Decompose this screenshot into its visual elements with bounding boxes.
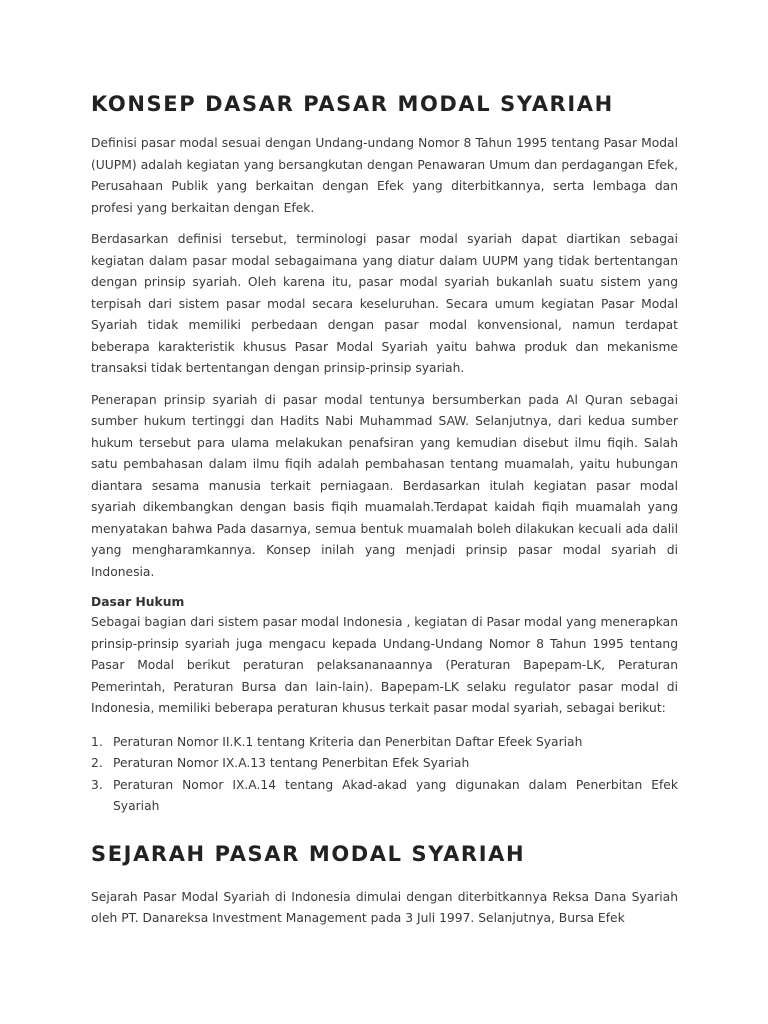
section-title-sejarah: SEJARAH PASAR MODAL SYARIAH [91, 841, 526, 866]
paragraph-terminologi: Berdasarkan definisi tersebut, terminologi pasar modal syariah dapat diartikan sebagai kegiatan dalam pasar modal sebagaimana yang diatur dalam UUPM yang tidak bertentangan dengan prinsip syariah. Oleh karena itu, pasar modal syariah bukanlah suatu sistem yang terpisah dari sistem pasar modal secara keseluruhan. Secara umum kegiatan Pasar Modal Syariah tidak memiliki perbedaan dengan pasar modal konvensional, namun terdapat beberapa karakteristik khusus Pasar Modal Syariah yaitu bahwa produk dan mekanisme transaksi tidak bertentangan dengan prinsip-prinsip syariah. [91, 232, 678, 375]
list-item-number: 2. [91, 756, 103, 770]
section-title-konsep-dasar: KONSEP DASAR PASAR MODAL SYARIAH [91, 92, 614, 116]
list-item-number: 3. [91, 777, 103, 792]
paragraph-penerapan: Penerapan prinsip syariah di pasar modal tentunya bersumberkan pada Al Quran sebagai sumber hukum tertinggi dan Hadits Nabi Muhammad SAW. Selanjutnya, dari kedua sumber hukum tersebut para ulama melakukan penafsiran yang kemudian disebut ilmu fiqih. Salah satu pembahasan dalam ilmu fiqih adalah pembahasan tentang muamalah, yaitu hubungan diantara sesama manusia terkait perniagaan. Berdasarkan itulah kegiatan pasar modal syariah dikembangkan dengan basis fiqih muamalah.Terdapat kaidah fiqih muamalah yang menyatakan bahwa Pada dasarnya, semua bentuk muamalah boleh dilakukan kecuali ada dalil yang mengharamkannya. Konsep inilah yang menjadi prinsip pasar modal syariah di Indonesia. [91, 392, 678, 579]
list-item-text: Peraturan Nomor II.K.1 tentang Kriteria dan Penerbitan Daftar Efeek Syariah [113, 734, 583, 749]
list-item-text: Peraturan Nomor IX.A.14 tentang Akad-akad yang digunakan dalam Penerbitan Efek Syariah [113, 777, 678, 813]
list-item-number: 1. [91, 734, 103, 749]
regulation-list [91, 732, 678, 818]
subheading-dasar-hukum: Dasar Hukum [91, 595, 185, 609]
document-page [91, 88, 678, 940]
list-item [91, 753, 678, 775]
paragraph-definisi: Definisi pasar modal sesuai dengan Undang-undang Nomor 8 Tahun 1995 tentang Pasar Modal (UUPM) adalah kegiatan yang bersangkutan dengan Penawaran Umum dan perdagangan Efek, Perusahaan Publik yang berkaitan dengan Efek yang diterbitkannya, serta lembaga dan profesi yang berkaitan dengan Efek. [91, 136, 678, 215]
list-item [91, 775, 678, 818]
list-item [91, 732, 678, 754]
paragraph-dasar-hukum: Sebagai bagian dari sistem pasar modal Indonesia , kegiatan di Pasar modal yang menerapkan prinsip-prinsip syariah juga mengacu kepada Undang-Undang Nomor 8 Tahun 1995 tentang Pasar Modal berikut peraturan pelaksananaannya (Peraturan Bapepam-LK, Peraturan Pemerintah, Peraturan Bursa dan lain-lain). Bapepam-LK selaku regulator pasar modal di Indonesia, memiliki beberapa peraturan khusus terkait pasar modal syariah, sebagai berikut: [91, 615, 678, 715]
paragraph-sejarah: Sejarah Pasar Modal Syariah di Indonesia dimulai dengan diterbitkannya Reksa Dana Syariah oleh PT. Danareksa Investment Management pada 3 Juli 1997. Selanjutnya, Bursa Efek [91, 889, 678, 925]
list-item-text: Peraturan Nomor IX.A.13 tentang Penerbitan Efek Syariah [113, 756, 470, 770]
